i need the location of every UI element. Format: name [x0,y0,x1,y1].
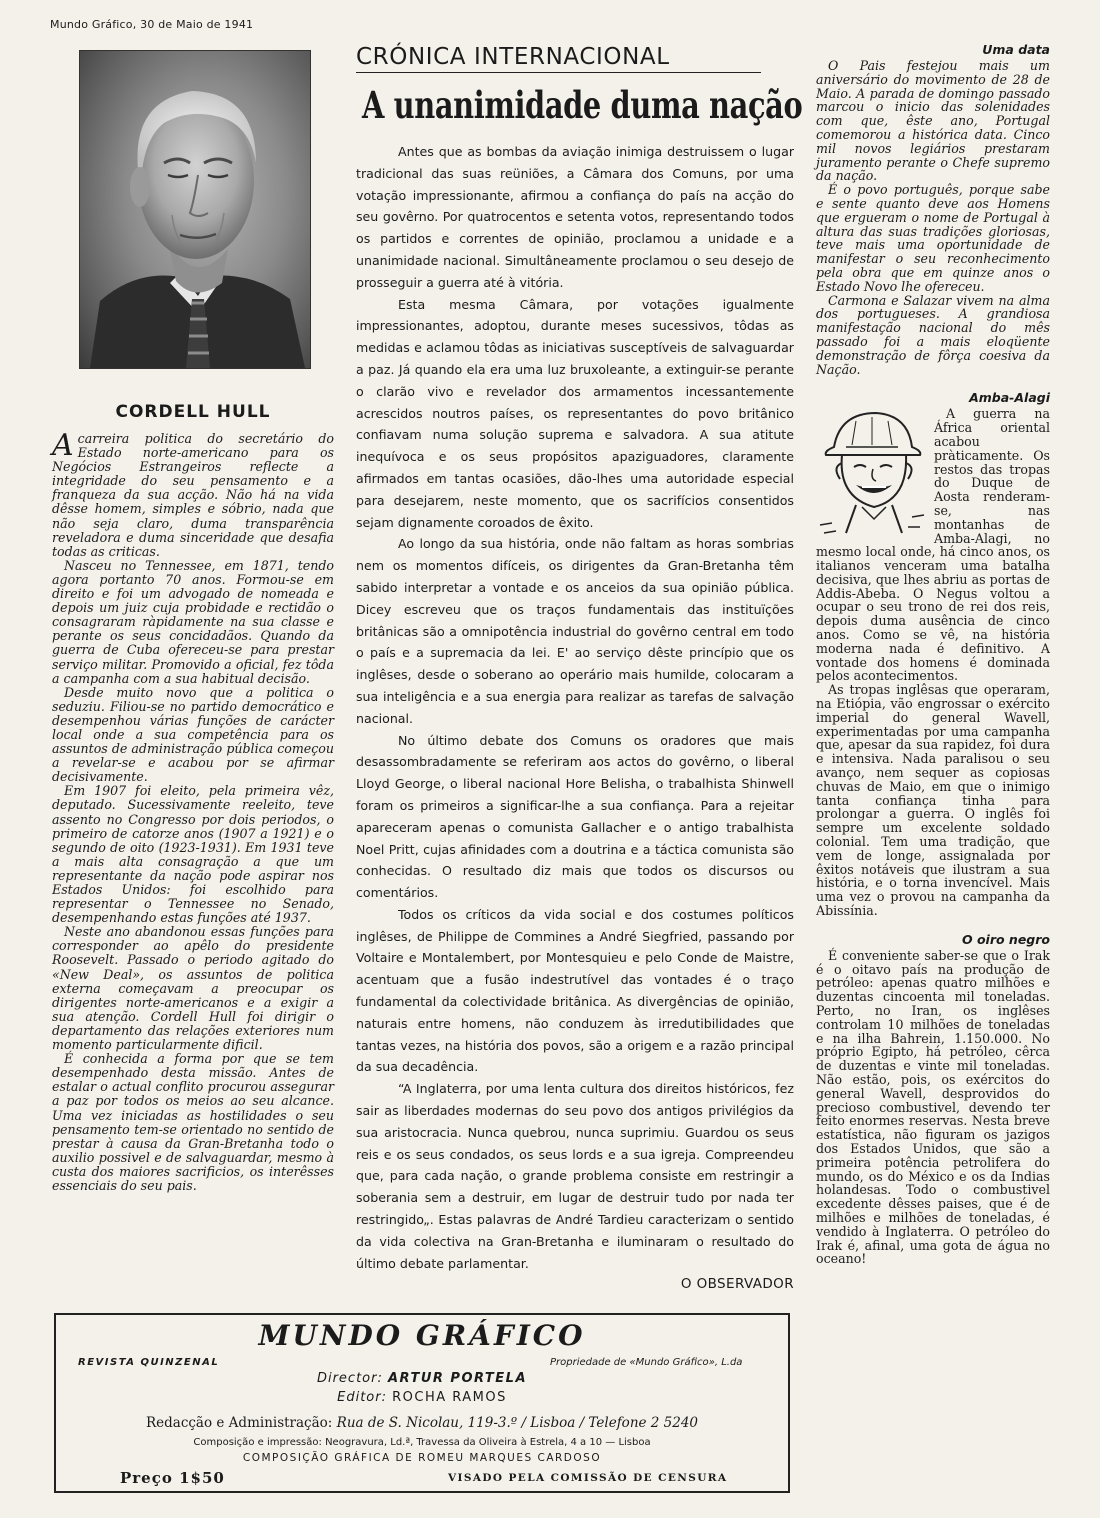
hull-paragraph: Nasceu no Tennessee, em 1871, tendo agora portanto 70 anos. Formou-se em direito e foi um advogado de nomeada e depois um juiz cuja probidade e rectidão o consagraram ràpidamente na sua classe e perante os seus concidadãos. Quando da guerra de Cuba ofereceu-se para prestar serviço militar. Promovido a oficial, fez tôda a campanha com a sua habitual decisão. [52,557,334,686]
hull-paragraph: Acarreira politica do secretário do Estado norte-americano para os Negócios Estrangeiros reflecte a integridade do seu pensamento e a franqueza da sua acção. Não há na vida dêsse homem, simples e sóbrio, nada que não seja claro, duma transparência reveladora e duma sinceridade que desafia todas as criticas. [52,428,334,559]
side-paragraph: Carmona e Salazar vivem na alma dos portugueses. A grandiosa manifestação nacional do mês passado foi a mais eloqüente demonstração de fôrça coesiva da Nação. [816,292,1050,377]
soldier-cartoon-icon [816,407,928,535]
side-paragraph: O Pais festejou mais um aniversário do movimento de 28 de Maio. A parada de domingo passado marcou o inicio das solenidades com que, êste ano, Portugal comemorou a histórica data. Cinco mil novos legiários prestaram juramento perante o Chefe supremo da nação. [816,58,1050,184]
right-column [816,42,1050,1266]
masthead-box [54,1313,790,1493]
article-paragraph: No último debate dos Comuns os oradores que mais desassombradamente se referiram aos actos do govêrno, o liberal Lloyd George, o liberal nacional Hore Belisha, o trabalhista Shinwell foram os primeiros a significar-lhe a sua confiança. Para a rejeitar apareceram apenas o comunista Gallacher e o antigo trabalhista Noel Pritt, cujas afinidades com a doutrina e a táctica comunista são conhecidas. O resultado diz mais que todos os discursos ou comentários. [356,732,794,901]
hull-paragraph: Em 1907 foi eleito, pela primeira vêz, deputado. Sucessivamente reeleito, teve assento no Congresso por dois periodos, o primeiro de catorze anos (1907 a 1921) e o segundo de oito (1923-1931). Em 1931 teve a mais alta consagração a que um representante da nação pode aspirar nos Estados Unidos: foi escolhido para representar o Tennessee no Senado, desempenhando estas funções até 1937. [52,783,334,926]
middle-column [356,44,803,1293]
masthead-price: Preço 1$50 [120,1469,225,1487]
article-paragraph: “A Inglaterra, por uma lenta cultura dos direitos históricos, fez sair as liberdades modernas do seu povo dos antigos privilégios da sua aristocracia. Nunca quebrou, nunca suprimiu. Guardou os seus reis e os seus condados, os seus lords e a sua igreja. Compreendeu que, para cada nação, o grande problema consiste em restringir a soberania sem a destruir, em lugar de destruir tudo por nada ter restringido„. Estas palavras de André Tardieu caracterizam o sentido da vida colectiva na Gran-Bretanha e iluminaram o resultado do último debate parlamentar. [356,1081,794,1271]
left-column [52,50,334,1193]
masthead-composition: Composição e impressão: Neogravura, Ld.ª, Travessa da Oliveira à Estrela, 4 a 10 — Lisboa [193,1437,651,1448]
article-signature: O OBSERVADOR [680,1276,794,1293]
hull-paragraph: É conhecida a forma por que se tem desempenhado desta missão. Antes de estalar o actual conflito procurou assegurar a paz por todos os meios ao seu alcance. Uma vez iniciadas as hostilidades o seu pensamento tem-se orientado no sentido de prestar à causa da Gran-Bretanha todo o auxilio possivel e de salvaguardar, mesmo à custa dos maiores sacrificios, os interêsses essenciais do seu pais. [52,1051,334,1193]
side-paragraph: É o povo português, porque sabe e sente quanto deve aos Homens que ergueram o nome de Portugal à altura das suas tradições gloriosas, teve mais uma oportunidade de manifestar o seu reconhecimento pela obra que em quinze anos o Estado Novo lhe ofereceu. [816,182,1050,294]
side-paragraph: É conveniente saber-se que o Irak é o oitavo país na produção de petróleo: apenas quatro milhões e duzentas cincoenta mil toneladas. Perto, no Iran, os inglêses controlam 10 milhões de toneladas e na ilha Bahrein, 1.150.000. No próprio Egipto, há petróleo, cêrca de duzentas e vinte mil toneladas. Não estão, pois, os exércitos do general Wavell, desprovidos do precioso combustivel, devendo ter feito enormes reservas. Nesta breve estatística, não figuram os jazigos dos Estados Unidos, que são a primeira potência petrolifera do mundo, os do México e os da Indias holandesas. Todo o combustivel excedente dêsses paises, que é de milhões e milhões de toneladas, é vendido à Inglaterra. O petróleo do Irak é, afinal, uma gota de água no oceano! [816,947,1050,1267]
uma-data-text [816,59,1050,376]
portrait-illustration [80,51,310,368]
section-label: CRÓNICA INTERNACIONAL [356,44,761,73]
masthead-owner: Propriedade de «Mundo Gráfico», L.da [550,1357,743,1368]
masthead-address: Redacção e Administração: Rua de S. Nicolau, 119-3.º / Lisboa / Telefone 2 5240 [145,1415,699,1431]
hull-paragraph: Desde muito novo que a politica o seduziu. Filiou-se no partido democrático e desempenhou várias funções de carácter local onde a sua competência para os assuntos de administração pública começou a revelar-se e acabou por se afirmar decisivamente. [52,684,334,785]
article-body [356,141,794,1274]
masthead-censorship: VISADO PELA COMISSÃO DE CENSURA [448,1472,728,1484]
article-paragraph: Todos os críticos da vida social e dos costumes políticos inglêses, de Philippe de Commines a André Siegfried, passando por Voltaire e Montalembert, por Montesquieu e pelo Conde de Maistre, acentuam que a fusão indestrutível das vontades é o traço fundamental da colectividade britânica. As divergências de opinião, naturais entre homens, não conduzem às irredutibilidades que tantas vezes, na história dos povos, são a origem e a razão principal da sua decadência. [356,906,794,1075]
side-heading-oiro-negro: O oiro negro [961,931,1050,947]
side-heading-amba-alagi: Amba-Alagi [969,390,1050,406]
hull-paragraph: Neste ano abandonou essas funções para corresponder ao apêlo do presidente Roosevelt. Passado o periodo agitado do «New Deal», os assuntos de politica externa começavam a preocupar os dirigentes norte-americanos e a exigir a sua atenção. Cordell Hull foi dirigir o departamento das relações exteriores num momento particularmente dificil. [52,924,334,1053]
running-header: Mundo Gráfico, 30 de Maio de 1941 [50,18,254,31]
masthead-editor: Editor: ROCHA RAMOS [337,1390,507,1405]
amba-alagi-text [816,407,1050,917]
masthead-composition-credit: COMPOSIÇÃO GRÁFICA DE ROMEU MARQUES CARDOSO [242,1452,602,1464]
oiro-negro-text [816,949,1050,1266]
cordell-hull-heading: CORDELL HULL [115,402,271,422]
drop-cap: A [52,428,74,463]
article-paragraph: Ao longo da sua história, onde não faltam as horas sombrias nem os momentos difíceis, os dirigentes da Gran-Bretanha têm sabido interpretar a vontade e os anceios da sua opinião pública. Dicey escreveu que os traços fundamentais das instituïções britânicas são a omnipotência industrial do govêrno central em todo o país e a supremacia da lei. E' ao serviço dêste princípio que os inglêses, desde o soberano ao operário mais humilde, colocaram a sua inteligência e a sua energia para realizar as tarefas de salvação nacional. [356,536,794,726]
side-heading-uma-data: Uma data [982,42,1050,57]
side-paragraph: A guerra na África oriental acabou pràticamente. Os restos das tropas do Duque de Aosta renderam-se, nas montanhas de Amba-Alagi, no mesmo local onde, há cinco anos, os italianos venceram uma batalha decisiva, que lhes abriu as portas de Addis-Abeba. O Negus voltou a ocupar o seu trono de rei dos reis, depois duma ausência de cinco anos. Como se vê, na história moderna nada é definitivo. A vontade dos homens é dominada pelos acontecimentos. [816,406,1050,684]
masthead-director: Director: ARTUR PORTELA [316,1371,528,1386]
cordell-hull-text [52,428,334,1193]
article-paragraph: Antes que as bombas da aviação inimiga destruissem o lugar tradicional das suas reüniões, a Câmara dos Comuns, por uma votação impressionante, afirmou a confiança do país na acção do seu govêrno. Por quatrocentos e setenta votos, representando todos os partidos e correntes de opinião, proclamou a unidade e a unanimidade nacional. Simultâneamente proclamou o seu desejo de prosseguir a guerra até à vitória. [356,144,794,290]
side-paragraph: As tropas inglêsas que operaram, na Etiópia, vão engrossar o exército imperial do general Wavell, experimentadas por uma campanha que, apesar da sua rapidez, foi dura e intensiva. Nada paralisou o seu avanço, nem sequer as copiosas chuvas de Maio, em que o inimigo tanta confiança tinha para prolongar a guerra. O inglês foi sempre um excelente soldado colonial. Tem uma tradição, que vem de longe, assignalada por êxitos notáveis que ilustram a sua história, e o torna invencível. Mais uma vez o provou na campanha da Abissínia. [816,682,1050,919]
portrait-photo [79,50,311,369]
article-paragraph: Esta mesma Câmara, por votações igualmente impressionantes, adoptou, durante meses sucessivos, tôdas as medidas e aclamou tôdas as iniciativas susceptíveis de salvaguardar a paz. Já quando ela era uma luz bruxoleante, a extinguir-se perante o clarão vivo e revelador dos armamentos incessantemente acrescidos noutros países, os representantes do povo britânico confiavam numa solução suprema e salvadora. A sua atitute inequívoca e os seus propósitos apaziguadores, claramente afirmados em tantas ocasiões, dão-lhes uma autoridade especial para desejarem, neste momento, que os sacrifícios consentidos sejam dignamente coroados de êxito. [356,296,794,530]
masthead-title: MUNDO GRÁFICO [258,1319,586,1352]
masthead-subtitle: REVISTA QUINZENAL [78,1357,220,1368]
article-headline: A unanimidade duma nação [362,83,803,127]
